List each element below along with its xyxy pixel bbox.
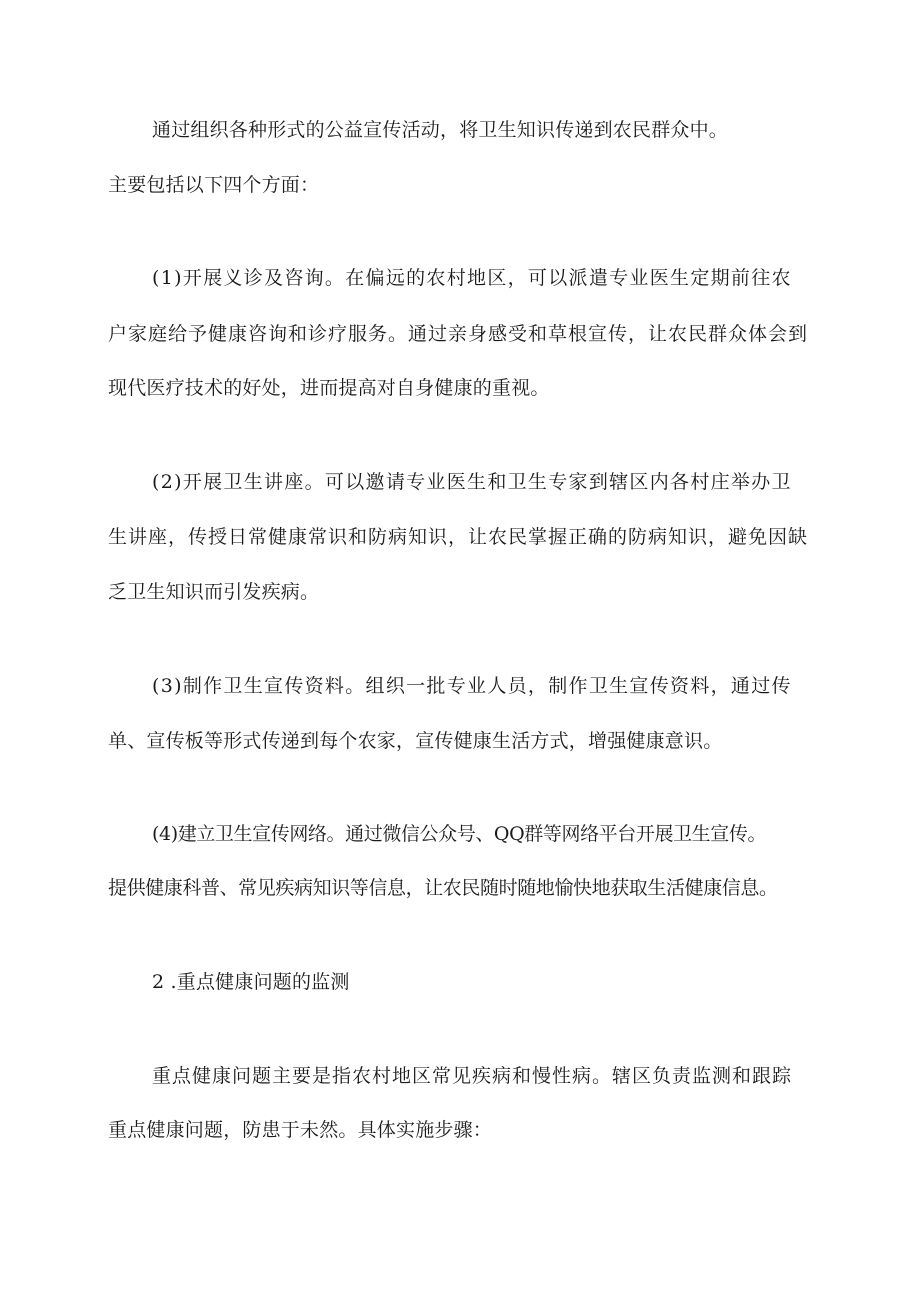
paragraph-line: 通过组织各种形式的公益宣传活动，将卫生知识传递到农民群众中。 bbox=[152, 119, 729, 141]
paragraph-line: 生讲座，传授日常健康常识和防病知识，让农民掌握正确的防病知识，避免因缺 bbox=[108, 526, 809, 548]
paragraph-line: 户家庭给予健康咨询和诊疗服务。通过亲身感受和草根宣传，让农民群众体会到 bbox=[108, 323, 809, 345]
paragraph-line: 主要包括以下四个方面： bbox=[108, 174, 320, 196]
paragraph-line: (1)开展义诊及咨询。在偏远的农村地区，可以派遣专业医生定期前往农 bbox=[152, 267, 792, 289]
paragraph-line: 单、宣传板等形式传递到每个农家，宣传健康生活方式，增强健康意识。 bbox=[108, 730, 723, 752]
paragraph-line: (3)制作卫生宣传资料。组织一批专业人员，制作卫生宣传资料，通过传 bbox=[152, 675, 792, 697]
paragraph-line: 提供健康科普、常见疾病知识等信息，让农民随时随地愉快地获取生活健康信息。 bbox=[108, 877, 778, 899]
paragraph-line: (4)建立卫生宣传网络。通过微信公众号、QQ群等网络平台开展卫生宣传。 bbox=[152, 823, 767, 845]
paragraph-line: 现代医疗技术的好处，进而提高对自身健康的重视。 bbox=[108, 377, 550, 399]
paragraph-line: 重点健康问题，防患于未然。具体实施步骤： bbox=[108, 1119, 493, 1141]
paragraph-line: (2)开展卫生讲座。可以邀请专业医生和卫生专家到辖区内各村庄举办卫 bbox=[152, 471, 792, 493]
paragraph-line: 乏卫生知识而引发疾病。 bbox=[108, 581, 320, 603]
paragraph-line: 重点健康问题主要是指农村地区常见疾病和慢性病。辖区负责监测和跟踪 bbox=[152, 1065, 793, 1087]
section-heading: 2 .重点健康问题的监测 bbox=[152, 971, 350, 993]
